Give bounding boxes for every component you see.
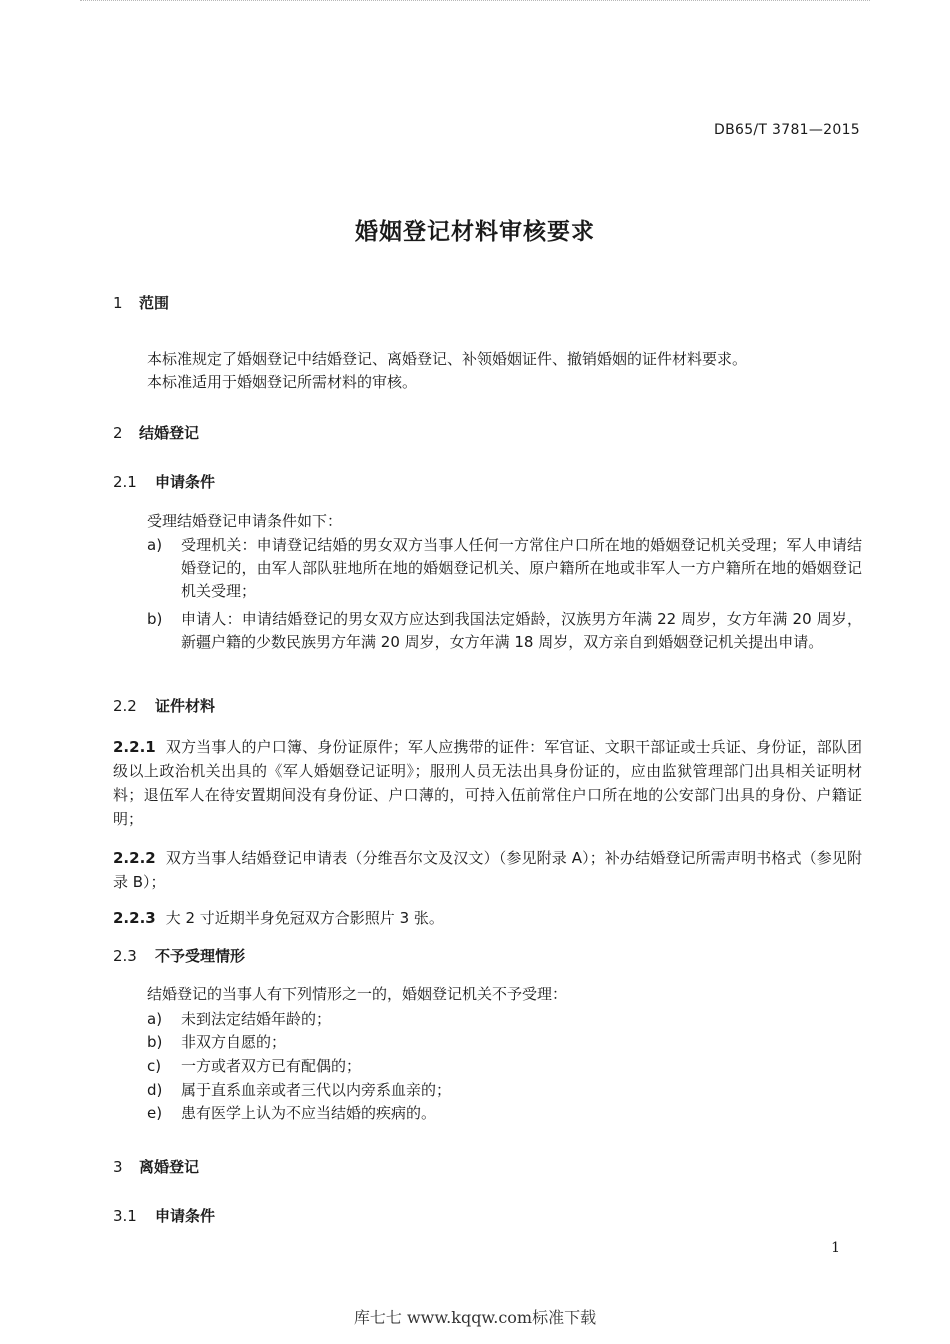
list-marker: b): [147, 610, 163, 628]
list-marker: a): [147, 1010, 163, 1028]
list-item: [147, 1055, 862, 1078]
scope-paragraph-2: 本标准适用于婚姻登记所需材料的审核。: [147, 373, 418, 391]
clause-number: 2.2.1: [113, 738, 156, 756]
section-title: 结婚登记: [139, 424, 200, 442]
list-text: 未到法定结婚年龄的；: [181, 1010, 332, 1028]
section-title: 离婚登记: [139, 1158, 200, 1176]
section-2-1-heading: [113, 471, 215, 492]
clause-number: 2.2.3: [113, 909, 156, 927]
section-title: 申请条件: [155, 1207, 216, 1225]
page-number: 1: [831, 1240, 840, 1256]
clause-number: 2.2.2: [113, 849, 156, 867]
list-text: 一方或者双方已有配偶的；: [181, 1057, 362, 1075]
clause-2-2-2: [113, 846, 862, 894]
list-item: [147, 534, 862, 603]
section-number: 1: [113, 294, 123, 312]
section-number: 2.1: [113, 473, 137, 491]
section-2-2-heading: [113, 695, 215, 716]
list-marker: b): [147, 1033, 163, 1051]
clause-text: 双方当事人的户口簿、身份证原件；军人应携带的证件：军官证、文职干部证或士兵证、身份证，部队团级以上政治机关出具的《军人婚姻登记证明》；服刑人员无法出具身份证的，应由监狱管理部门出具相关证明材料；退伍军人在待安置期间没有身份证、户口薄的，可持入伍前常住户口所在地的公安部门出具的身份、户籍证明；: [113, 738, 862, 828]
list-marker: d): [147, 1081, 163, 1099]
list-item: [147, 1079, 862, 1102]
document-number: DB65/T 3781—2015: [714, 122, 860, 138]
section-3-1-heading: [113, 1205, 215, 1226]
list-text: 属于直系血亲或者三代以内旁系血亲的；: [181, 1081, 452, 1099]
document-title: 婚姻登记材料审核要求: [355, 219, 595, 245]
section-2-heading: [113, 422, 199, 443]
section-title: 证件材料: [155, 697, 216, 715]
list-text: 非双方自愿的；: [181, 1033, 287, 1051]
section-number: 2.2: [113, 697, 137, 715]
rejection-intro: 结婚登记的当事人有下列情形之一的，婚姻登记机关不予受理：: [147, 985, 568, 1003]
section-title: 范围: [139, 294, 170, 312]
section-number: 2: [113, 424, 123, 442]
clause-2-2-3: [113, 906, 862, 930]
list-text: 受理机关：申请登记结婚的男女双方当事人任何一方常住户口所在地的婚姻登记机关受理；军人申请结婚登记的，由军人部队驻地所在地的婚姻登记机关、原户籍所在地或非军人一方户籍所在地的婚姻登记机关受理；: [181, 536, 862, 600]
list-marker: c): [147, 1057, 162, 1075]
list-item: [147, 608, 862, 654]
section-number: 3.1: [113, 1207, 137, 1225]
conditions-intro: 受理结婚登记申请条件如下：: [147, 512, 343, 530]
list-marker: e): [147, 1104, 163, 1122]
scope-paragraph-1: 本标准规定了婚姻登记中结婚登记、离婚登记、补领婚姻证件、撤销婚姻的证件材料要求。: [147, 350, 748, 368]
section-1-heading: [113, 292, 169, 313]
clause-text: 双方当事人结婚登记申请表（分维吾尔文及汉文）（参见附录 A）；补办结婚登记所需声明书格式（参见附录 B）；: [113, 849, 862, 891]
list-marker: a): [147, 536, 163, 554]
section-title: 不予受理情形: [155, 947, 246, 965]
section-number: 3: [113, 1158, 123, 1176]
list-item: [147, 1102, 862, 1125]
list-item: [147, 1031, 862, 1054]
section-3-heading: [113, 1156, 199, 1177]
section-number: 2.3: [113, 947, 137, 965]
list-text: 患有医学上认为不应当结婚的疾病的。: [181, 1104, 437, 1122]
scan-top-border: [80, 0, 870, 5]
list-text: 申请人：申请结婚登记的男女双方应达到我国法定婚龄，汉族男方年满 22 周岁，女方年满 20 周岁，新疆户籍的少数民族男方年满 20 周岁，女方年满 18 周岁，双方亲自到婚姻登记机关提出申请。: [181, 610, 862, 651]
clause-2-2-1: [113, 735, 862, 831]
section-title: 申请条件: [155, 473, 216, 491]
section-2-3-heading: [113, 945, 245, 966]
footer-watermark: 库七七 www.kqqw.com标准下载: [353, 1308, 597, 1327]
clause-text: 大 2 寸近期半身免冠双方合影照片 3 张。: [165, 909, 444, 927]
list-item: [147, 1008, 862, 1031]
